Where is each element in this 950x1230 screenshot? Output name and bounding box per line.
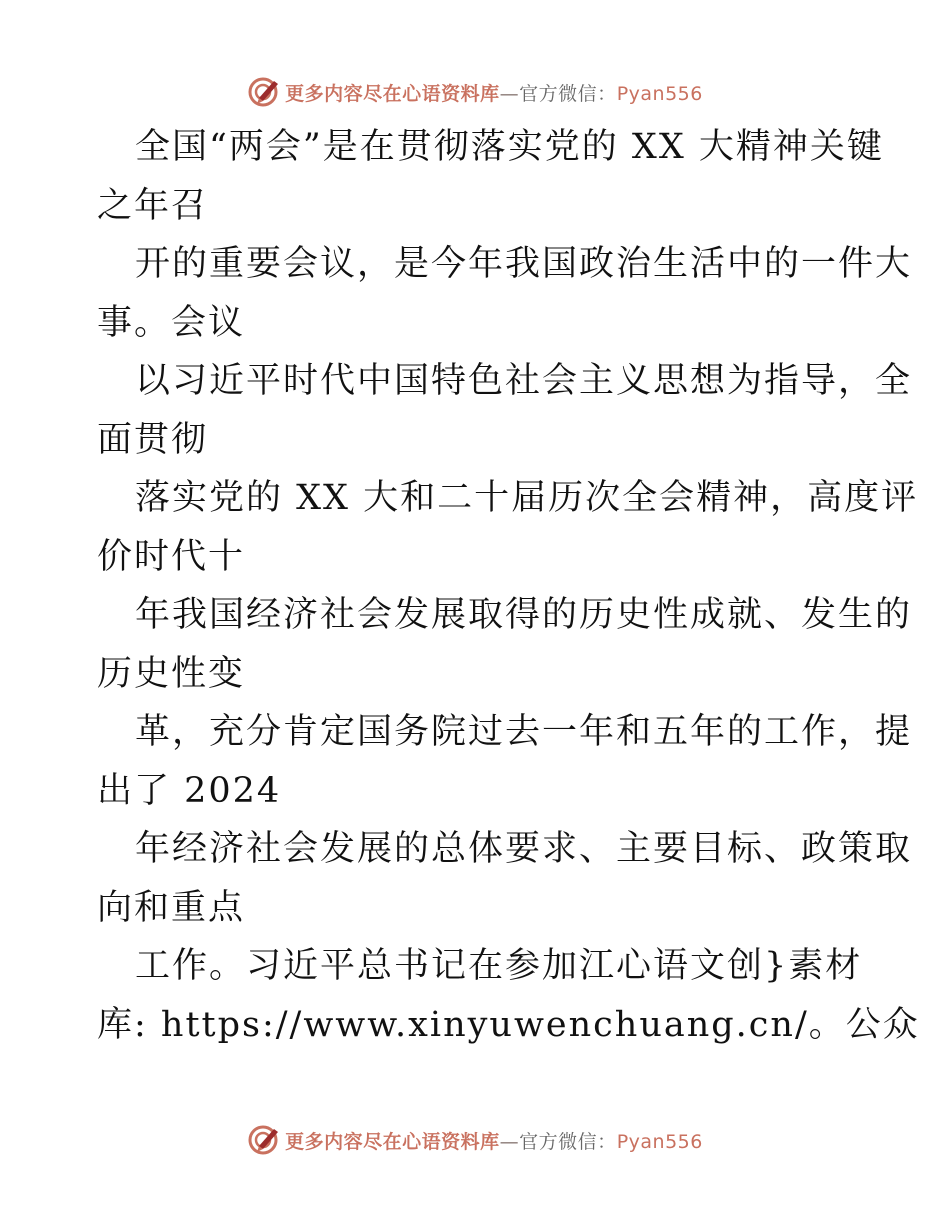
body-line: 年经济社会发展的总体要求、主要目标、政策取 (135, 829, 913, 869)
header-official-label: 官方微信： (519, 82, 617, 105)
body-line: 工作。习近平总书记在参加江心语文创}素材 (135, 946, 863, 986)
body-line: 出了 2024 (97, 770, 282, 811)
body-line: 以习近平时代中国特色社会主义思想为指导，全 (135, 361, 913, 401)
body-line: 开的重要会议，是今年我国政治生活中的一件大 (135, 244, 913, 284)
body-line: 历史性变 (97, 653, 246, 694)
footer-dash: — (499, 1130, 520, 1153)
header-banner-text (285, 79, 703, 106)
body-line: 全国“两会”是在贯彻落实党的 XX 大精神关键 (135, 127, 884, 167)
body-line: 价时代十 (97, 536, 246, 577)
body-line: 年我国经济社会发展取得的历史性成就、发生的 (135, 595, 913, 635)
header-dash: — (499, 82, 520, 105)
document-body (97, 118, 920, 1054)
footer-banner-text (285, 1127, 703, 1154)
brand-logo-icon (247, 74, 283, 110)
body-line: 事。会议 (97, 302, 246, 343)
body-line: 革，充分肯定国务院过去一年和五年的工作，提 (135, 712, 913, 752)
footer-official-label: 官方微信： (519, 1130, 617, 1153)
body-line-url: 库: https://www.xinyuwenchuang.cn/。公众 (97, 1004, 920, 1045)
footer-banner (0, 1120, 950, 1160)
header-banner (0, 72, 950, 112)
footer-brand-text: 更多内容尽在心语资料库 (285, 1130, 500, 1153)
brand-logo-icon (247, 1122, 283, 1158)
header-wechat-id: Pyan556 (616, 82, 703, 105)
body-line: 面贯彻 (97, 419, 209, 460)
header-brand-text: 更多内容尽在心语资料库 (285, 82, 500, 105)
body-line: 之年召 (97, 185, 209, 226)
body-line: 向和重点 (97, 887, 246, 928)
body-line: 落实党的 XX 大和二十届历次全会精神，高度评 (135, 478, 919, 518)
footer-wechat-id: Pyan556 (616, 1130, 703, 1153)
